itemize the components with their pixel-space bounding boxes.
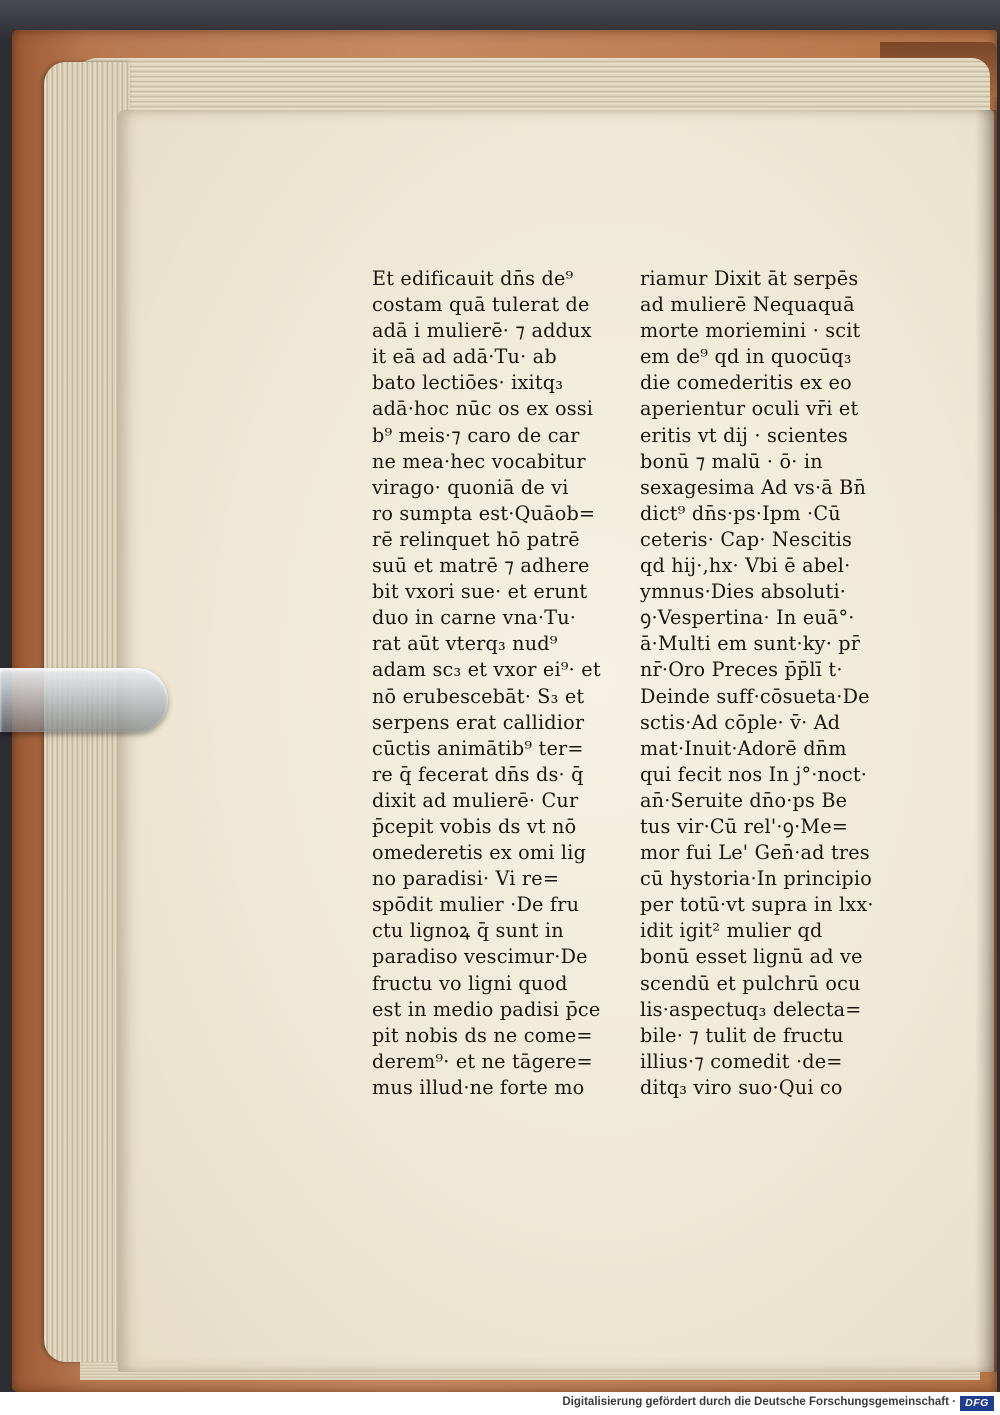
text-line: qd hij·,hx· Vbi ē abel· <box>640 554 851 578</box>
text-line: mat·Inuit·Adorē dn̄m <box>640 736 847 760</box>
text-line: suū et matrē ⁊ adhere <box>372 554 590 578</box>
text-line: duo in carne vna·Tu· <box>372 606 577 630</box>
text-line: it eā ad adā·Tu· ab <box>372 345 557 369</box>
funding-credit: Digitalisierung gefördert durch die Deutsche Forschungsgemeinschaft · <box>562 1396 956 1408</box>
text-line: em de⁹ qd in quocūq₃ <box>640 345 852 369</box>
text-line: virago· quoniā de vi <box>372 475 569 499</box>
text-line: omederetis ex omi lig <box>372 841 587 865</box>
text-line: dict⁹ dn̄s·ps·Ipm ·Cū <box>640 501 841 525</box>
text-line: adā i mulierē· ⁊ addux <box>372 319 592 343</box>
text-line: mor fui Le' Gen̄·ad tres <box>640 841 870 865</box>
text-line: cū hystoria·In principio <box>640 867 872 891</box>
text-line: ymnus·Dies absoluti· <box>640 580 847 604</box>
text-line: lis·aspectuq₃ delecta= <box>640 997 862 1021</box>
text-line: derem⁹· et ne tāgere= <box>372 1049 593 1073</box>
text-line: no paradisi· Vi re= <box>372 867 560 891</box>
text-line: ꝯ·Vespertina· In euā°· <box>640 606 855 630</box>
text-line: ceteris· Cap· Nescitis <box>640 527 853 551</box>
text-column-left <box>372 266 617 1101</box>
text-line: illius·⁊ comedit ·de= <box>640 1049 843 1073</box>
text-line: qui fecit nos In j°·noct· <box>640 762 868 786</box>
text-line: rat aūt vterq₃ nud⁹ <box>372 632 558 656</box>
text-line: pit nobis ds ne come= <box>372 1023 593 1047</box>
text-line: ā·Multi em sunt·ky· pr̄ <box>640 632 861 656</box>
text-line: tus vir·Cū rel'·ꝯ·Me= <box>640 814 849 838</box>
text-line: serpens erat callidior <box>372 710 585 734</box>
text-line: idit igit² mulier qd <box>640 919 823 943</box>
text-line: p̄cepit vobis ds vt nō <box>372 814 577 838</box>
text-line: riamur Dixit āt serpēs <box>640 267 859 290</box>
text-line: bonū ⁊ malū · ō· in <box>640 449 823 473</box>
text-line: Deinde suff·cōsueta·De <box>640 684 870 708</box>
text-line: adā·hoc nūc os ex ossi <box>372 397 594 421</box>
text-line: Et edificauit dn̄s de⁹ <box>372 267 574 290</box>
text-line: est in medio padisi p̄ce <box>372 997 601 1021</box>
text-line: bato lectiōes· ixitq₃ <box>372 371 564 395</box>
text-line: costam quā tulerat de <box>372 293 590 317</box>
text-line: re q̄ fecerat dn̄s ds· q̄ <box>372 762 584 786</box>
text-line: nō erubescebāt· S₃ et <box>372 684 585 708</box>
text-line: scendū et pulchrū ocu <box>640 971 861 995</box>
text-line: bonū esset lignū ad ve <box>640 945 863 969</box>
text-line: ditq₃ viro suo·Qui co <box>640 1075 843 1099</box>
gutter-shadow <box>975 110 997 1372</box>
text-line: an̄·Seruite dn̄o·ps Be <box>640 788 848 812</box>
text-line: adam sc₃ et vxor ei⁹· et <box>372 658 601 682</box>
dfg-logo: DFG <box>960 1396 994 1411</box>
text-line: b⁹ meis·⁊ caro de car <box>372 423 580 447</box>
text-line: dixit ad mulierē· Cur <box>372 788 579 812</box>
text-line: ctu lignoꝝ q̄ sunt in <box>372 919 564 943</box>
text-line: ad mulierē Nequaquā <box>640 293 855 317</box>
text-line: bit vxori sue· et erunt <box>372 580 588 604</box>
text-line: ne mea·hec vocabitur <box>372 449 586 473</box>
text-line: sexagesima Ad vs·ā Bn̄ <box>640 475 867 499</box>
text-line: aperientur oculi vr̄i et <box>640 397 859 421</box>
text-line: per totū·vt supra in lxx· <box>640 893 874 917</box>
text-line: spōdit mulier ·De fru <box>372 893 580 917</box>
text-line: morte moriemini · scit <box>640 319 861 343</box>
text-line: nr̄·Oro Preces p̄p̄lī t· <box>640 658 843 682</box>
page-holder-clip <box>0 668 168 732</box>
text-line: mus illud·ne forte mo <box>372 1075 585 1099</box>
text-line: sctis·Ad cōple· v̄· Ad <box>640 710 841 734</box>
text-line: ro sumpta est·Quāob= <box>372 501 596 525</box>
text-column-right <box>640 266 885 1101</box>
text-line: rē relinquet hō patrē <box>372 527 580 551</box>
text-line: cūctis animātib⁹ ter= <box>372 736 584 760</box>
text-line: eritis vt dij · scientes <box>640 423 848 447</box>
text-line: die comederitis ex eo <box>640 371 852 395</box>
text-line: bile· ⁊ tulit de fructu <box>640 1023 844 1047</box>
text-line: paradiso vescimur·De <box>372 945 588 969</box>
text-line: fructu vo ligni quod <box>372 971 568 995</box>
